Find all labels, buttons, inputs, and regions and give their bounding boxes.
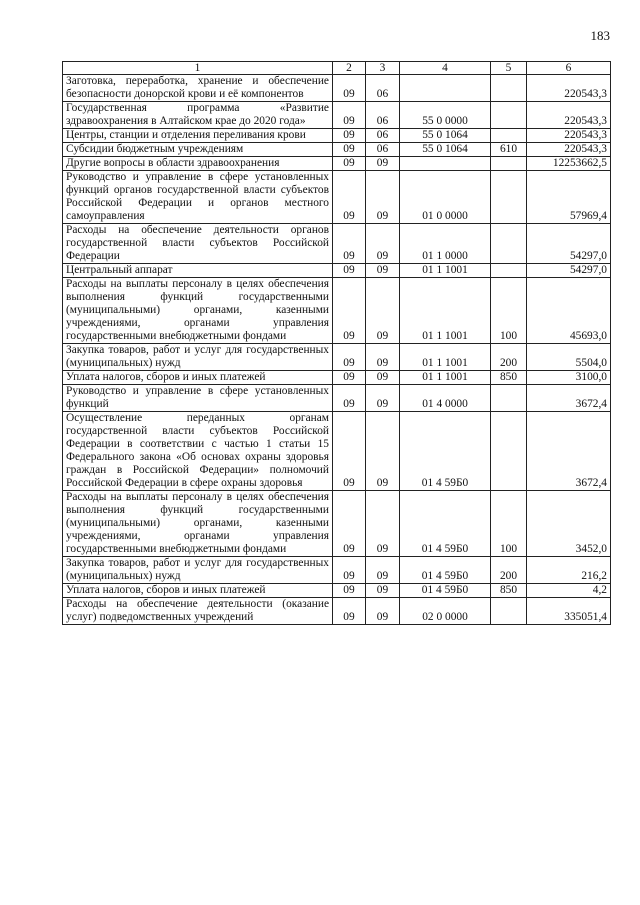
header-row <box>63 62 611 75</box>
header-cell-expense-type: 5 <box>491 62 527 75</box>
row-amount-cell: 4,2 <box>527 584 611 598</box>
row-expense-type-cell: 200 <box>491 557 527 584</box>
row-target-article-cell: 01 1 1001 <box>400 344 491 371</box>
row-target-article-cell: 01 4 59Б0 <box>400 584 491 598</box>
row-amount-cell: 45693,0 <box>527 278 611 344</box>
row-amount-cell: 12253662,5 <box>527 157 611 171</box>
row-section-cell: 09 <box>333 129 366 143</box>
table-row <box>63 157 611 171</box>
header-cell-target-article: 4 <box>400 62 491 75</box>
row-amount-cell: 220543,3 <box>527 102 611 129</box>
row-expense-type-cell <box>491 264 527 278</box>
row-section-cell: 09 <box>333 491 366 557</box>
row-name-cell: Закупка товаров, работ и услуг для государственных (муниципальных) нужд <box>63 344 333 371</box>
row-name-cell: Государственная программа «Развитие здравоохранения в Алтайском крае до 2020 года» <box>63 102 333 129</box>
row-amount-cell: 3672,4 <box>527 412 611 491</box>
row-name-cell: Осуществление переданных органам государственной власти субъектов Российской Федерации в соответствии с частью 1 статьи 15 Федерального закона «Об основах охраны здоровья граждан в Российской Федерации» полномочий Российской Федерации в сфере охраны здоровья <box>63 412 333 491</box>
row-target-article-cell: 01 4 59Б0 <box>400 491 491 557</box>
row-amount-cell: 5504,0 <box>527 344 611 371</box>
row-target-article-cell: 01 4 59Б0 <box>400 557 491 584</box>
row-section-cell: 09 <box>333 385 366 412</box>
header-cell-amount: 6 <box>527 62 611 75</box>
row-target-article-cell: 01 1 1001 <box>400 264 491 278</box>
row-amount-cell: 220543,3 <box>527 143 611 157</box>
row-target-article-cell: 01 4 0000 <box>400 385 491 412</box>
table-row <box>63 102 611 129</box>
table-row <box>63 143 611 157</box>
row-subsection-cell: 06 <box>366 143 400 157</box>
row-subsection-cell: 06 <box>366 102 400 129</box>
row-expense-type-cell <box>491 412 527 491</box>
row-subsection-cell: 09 <box>366 344 400 371</box>
row-expense-type-cell <box>491 385 527 412</box>
row-target-article-cell: 01 4 59Б0 <box>400 412 491 491</box>
table-row <box>63 75 611 102</box>
row-amount-cell: 3452,0 <box>527 491 611 557</box>
row-expense-type-cell: 100 <box>491 278 527 344</box>
row-subsection-cell: 09 <box>366 584 400 598</box>
row-name-cell: Расходы на выплаты персоналу в целях обеспечения выполнения функций государственными (муниципальными) органами, казенными учреждениями, органами управления государственными внебюджетными фондами <box>63 278 333 344</box>
row-section-cell: 09 <box>333 278 366 344</box>
row-subsection-cell: 09 <box>366 491 400 557</box>
row-name-cell: Руководство и управление в сфере установленных функций <box>63 385 333 412</box>
table-row <box>63 278 611 344</box>
row-expense-type-cell: 850 <box>491 371 527 385</box>
row-subsection-cell: 09 <box>366 598 400 625</box>
row-subsection-cell: 06 <box>366 75 400 102</box>
row-amount-cell: 335051,4 <box>527 598 611 625</box>
table-row <box>63 598 611 625</box>
table-row <box>63 557 611 584</box>
row-name-cell: Другие вопросы в области здравоохранения <box>63 157 333 171</box>
table-row <box>63 344 611 371</box>
row-subsection-cell: 06 <box>366 129 400 143</box>
row-name-cell: Руководство и управление в сфере установленных функций органов государственной власти субъектов Российской Федерации и органов местного самоуправления <box>63 171 333 224</box>
row-amount-cell: 216,2 <box>527 557 611 584</box>
row-subsection-cell: 09 <box>366 264 400 278</box>
budget-table-body <box>63 62 611 625</box>
row-amount-cell: 3100,0 <box>527 371 611 385</box>
row-section-cell: 09 <box>333 412 366 491</box>
row-subsection-cell: 09 <box>366 157 400 171</box>
row-section-cell: 09 <box>333 143 366 157</box>
row-subsection-cell: 09 <box>366 385 400 412</box>
table-row <box>63 491 611 557</box>
row-target-article-cell: 55 0 0000 <box>400 102 491 129</box>
page-number: 183 <box>590 28 610 43</box>
row-target-article-cell: 01 0 0000 <box>400 171 491 224</box>
row-name-cell: Центральный аппарат <box>63 264 333 278</box>
row-target-article-cell: 02 0 0000 <box>400 598 491 625</box>
table-row <box>63 129 611 143</box>
row-section-cell: 09 <box>333 598 366 625</box>
row-expense-type-cell: 610 <box>491 143 527 157</box>
row-target-article-cell <box>400 75 491 102</box>
row-amount-cell: 220543,3 <box>527 129 611 143</box>
row-amount-cell: 57969,4 <box>527 171 611 224</box>
row-name-cell: Субсидии бюджетным учреждениям <box>63 143 333 157</box>
row-section-cell: 09 <box>333 157 366 171</box>
row-name-cell: Уплата налогов, сборов и иных платежей <box>63 371 333 385</box>
table-row <box>63 171 611 224</box>
row-target-article-cell: 01 1 1001 <box>400 278 491 344</box>
row-expense-type-cell <box>491 102 527 129</box>
row-subsection-cell: 09 <box>366 371 400 385</box>
row-target-article-cell: 55 0 1064 <box>400 129 491 143</box>
row-expense-type-cell <box>491 75 527 102</box>
row-subsection-cell: 09 <box>366 278 400 344</box>
row-section-cell: 09 <box>333 224 366 264</box>
table-row <box>63 264 611 278</box>
row-name-cell: Расходы на обеспечение деятельности (оказание услуг) подведомственных учреждений <box>63 598 333 625</box>
table-row <box>63 371 611 385</box>
row-name-cell: Центры, станции и отделения переливания крови <box>63 129 333 143</box>
row-amount-cell: 54297,0 <box>527 264 611 278</box>
row-name-cell: Расходы на выплаты персоналу в целях обеспечения выполнения функций государственными (муниципальными) органами, казенными учреждениями, органами управления государственными внебюджетными фондами <box>63 491 333 557</box>
row-section-cell: 09 <box>333 371 366 385</box>
row-expense-type-cell: 850 <box>491 584 527 598</box>
row-amount-cell: 220543,3 <box>527 75 611 102</box>
row-amount-cell: 54297,0 <box>527 224 611 264</box>
row-expense-type-cell <box>491 129 527 143</box>
row-expense-type-cell <box>491 157 527 171</box>
row-section-cell: 09 <box>333 75 366 102</box>
row-subsection-cell: 09 <box>366 171 400 224</box>
row-section-cell: 09 <box>333 171 366 224</box>
row-subsection-cell: 09 <box>366 412 400 491</box>
budget-table <box>62 61 611 625</box>
row-expense-type-cell <box>491 598 527 625</box>
row-subsection-cell: 09 <box>366 557 400 584</box>
row-section-cell: 09 <box>333 102 366 129</box>
row-name-cell: Закупка товаров, работ и услуг для государственных (муниципальных) нужд <box>63 557 333 584</box>
row-expense-type-cell: 100 <box>491 491 527 557</box>
row-section-cell: 09 <box>333 344 366 371</box>
header-cell-subsection: 3 <box>366 62 400 75</box>
row-name-cell: Расходы на обеспечение деятельности органов государственной власти субъектов Российской Федерации <box>63 224 333 264</box>
row-expense-type-cell <box>491 171 527 224</box>
row-name-cell: Уплата налогов, сборов и иных платежей <box>63 584 333 598</box>
row-expense-type-cell <box>491 224 527 264</box>
row-target-article-cell <box>400 157 491 171</box>
row-section-cell: 09 <box>333 557 366 584</box>
row-amount-cell: 3672,4 <box>527 385 611 412</box>
row-section-cell: 09 <box>333 264 366 278</box>
row-target-article-cell: 01 1 1001 <box>400 371 491 385</box>
row-name-cell: Заготовка, переработка, хранение и обеспечение безопасности донорской крови и её компонентов <box>63 75 333 102</box>
row-subsection-cell: 09 <box>366 224 400 264</box>
table-row <box>63 584 611 598</box>
table-row <box>63 412 611 491</box>
row-expense-type-cell: 200 <box>491 344 527 371</box>
row-target-article-cell: 55 0 1064 <box>400 143 491 157</box>
header-cell-section: 2 <box>333 62 366 75</box>
table-row <box>63 224 611 264</box>
row-target-article-cell: 01 1 0000 <box>400 224 491 264</box>
row-section-cell: 09 <box>333 584 366 598</box>
table-row <box>63 385 611 412</box>
header-cell-name: 1 <box>63 62 333 75</box>
